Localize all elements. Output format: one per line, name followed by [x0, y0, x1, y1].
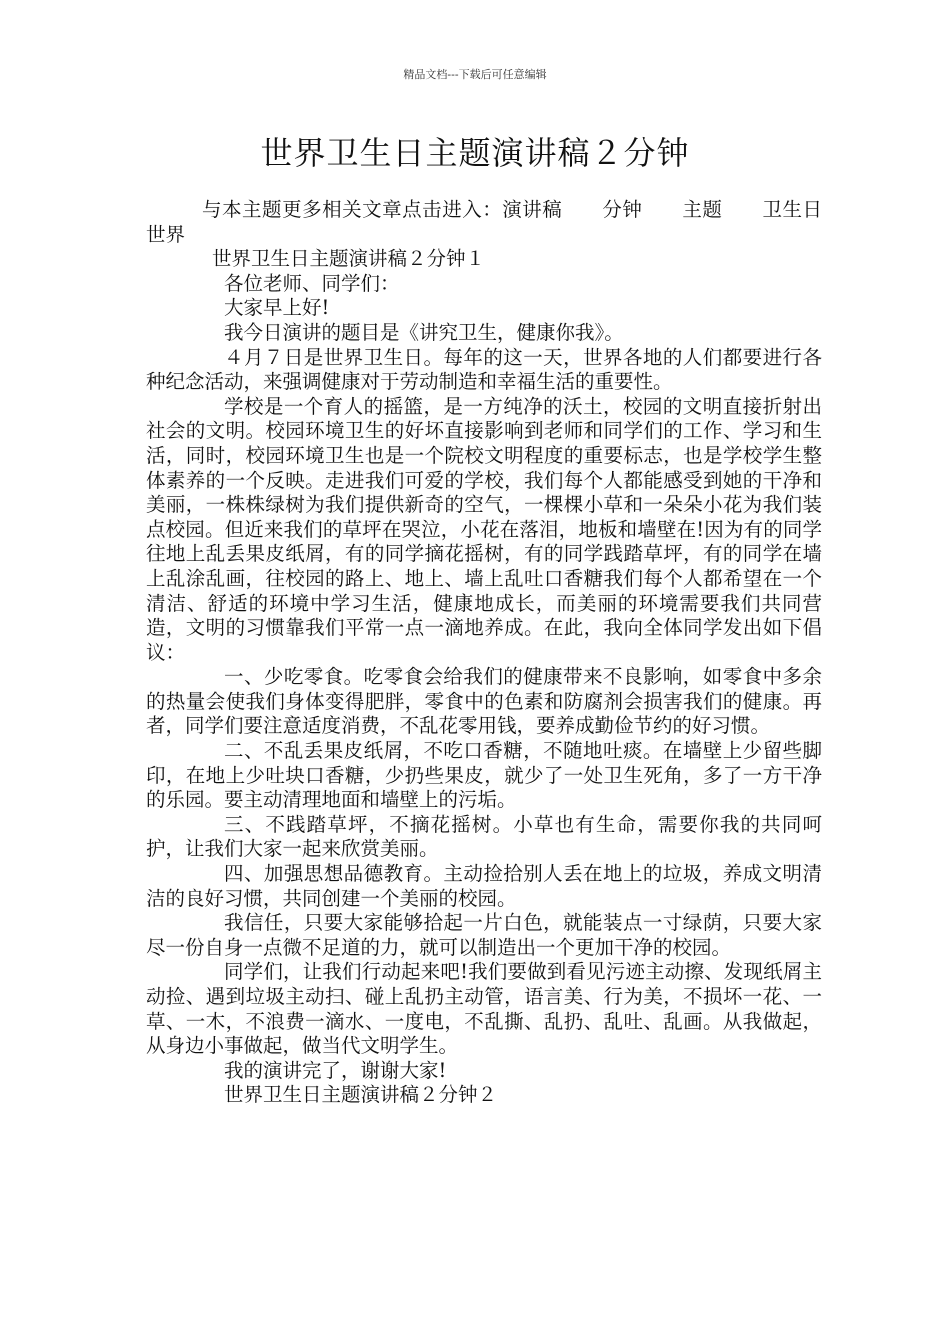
paragraph: ４月７日是世界卫生日。每年的这一天，世界各地的人们都要进行各种纪念活动，来强调健康对于劳动制造和幸福生活的重要性。: [146, 345, 822, 394]
paragraph: 我信任，只要大家能够拾起一片白色，就能装点一寸绿荫，只要大家尽一份自身一点微不足道的力，就可以制造出一个更加干净的校园。: [146, 911, 822, 959]
paragraph: 二、不乱丢果皮纸屑，不吃口香糖，不随地吐痰。在墙壁上少留些脚印，在地上少吐块口香糖，少扔些果皮，就少了一处卫生死角，多了一方干净的乐园。要主动清理地面和墙壁上的污垢。: [146, 739, 822, 812]
paragraph: 大家早上好!: [224, 296, 330, 320]
document-title: 世界卫生日主题演讲稿２分钟: [260, 134, 690, 172]
paragraph: 各位老师、同学们：: [224, 271, 400, 295]
paragraph: 三、不践踏草坪，不摘花摇树。小草也有生命，需要你我的共同呵护，让我们大家一起来欣赏美丽。: [146, 812, 822, 861]
paragraph: 四、加强思想品德教育。主动捡拾别人丢在地上的垃圾，养成文明清洁的良好习惯，共同创建一个美丽的校园。: [146, 862, 822, 910]
paragraph: 学校是一个育人的摇篮，是一方纯净的沃土，校园的文明直接折射出社会的文明。校园环境卫生的好坏直接影响到老师和同学们的工作、学习和生活，同时，校园环境卫生也是一个院校文明程度的重要标志，也是学校学生整体素养的一个反映。走进我们可爱的学校，我们每个人都能感受到她的干净和美丽，一株株绿树为我们提供新奇的空气，一棵棵小草和一朵朵小花为我们装点校园。但近来我们的草坪在哭泣，小花在落泪，地板和墙壁在!因为有的同学往地上乱丢果皮纸屑，有的同学摘花摇树，有的同学践踏草坪，有的同学在墙上乱涂乱画，往校园的路上、地上、墙上乱吐口香糖我们每个人都希望在一个清洁、舒适的环境中学习生活，健康地成长，而美丽的环境需要我们共同营造，文明的习惯靠我们平常一点一滴地养成。在此，我向全体同学发出如下倡议：: [146, 394, 822, 664]
section-heading-2: 世界卫生日主题演讲稿２分钟２: [224, 1083, 498, 1107]
section-heading-1: 世界卫生日主题演讲稿２分钟１: [212, 247, 486, 271]
paragraph: 我今日演讲的题目是《讲究卫生，健康你我》。: [224, 320, 624, 344]
document-body: [146, 198, 862, 1108]
paragraph: 同学们，让我们行动起来吧!我们要做到看见污迹主动擦、发现纸屑主动捡、遇到垃圾主动扫、碰上乱扔主动管，语言美、行为美，不损坏一花、一草、一木，不浪费一滴水、一度电，不乱撕、乱扔、乱吐、乱画。从我做起，从身边小事做起，做当代文明学生。: [146, 960, 822, 1058]
related-links[interactable]: 与本主题更多相关文章点击进入：演讲稿 分钟 主题 卫生日 世界: [146, 198, 862, 246]
page-header: 精品文档---下载后可任意编辑: [403, 68, 547, 81]
paragraph: 我的演讲完了，谢谢大家!: [224, 1058, 447, 1082]
paragraph: 一、少吃零食。吃零食会给我们的健康带来不良影响，如零食中多余的热量会使我们身体变得肥胖，零食中的色素和防腐剂会损害我们的健康。再者，同学们要注意适度消费，不乱花零用钱，要养成勤俭节约的好习惯。: [146, 665, 822, 738]
